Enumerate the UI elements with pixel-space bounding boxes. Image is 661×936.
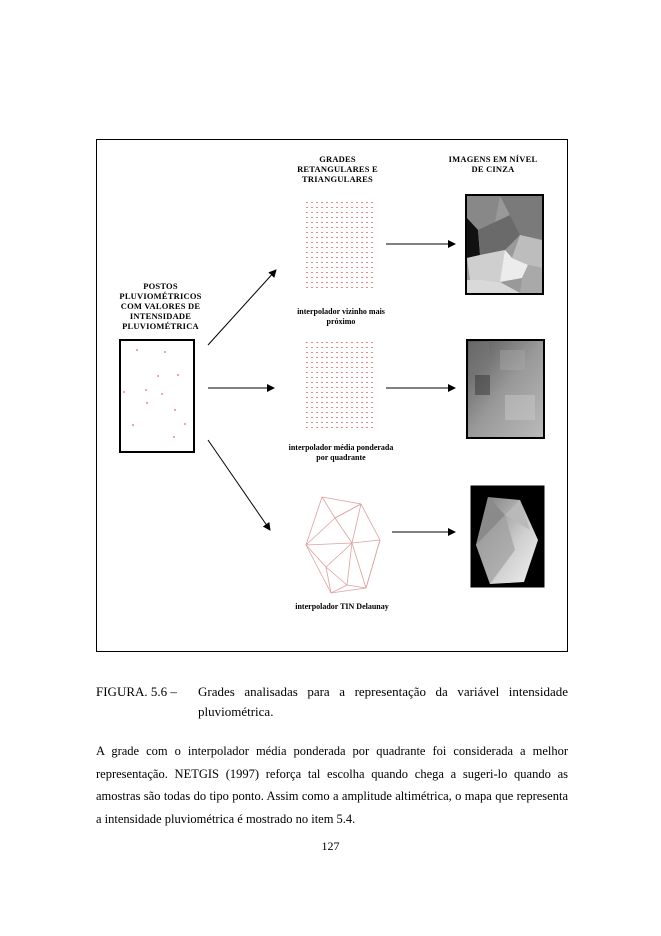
postos-sample-box — [120, 340, 194, 452]
tin-delaunay — [306, 497, 380, 593]
gray-image-media — [467, 340, 544, 438]
label-interpolador-media: interpolador média ponderada por quadrante — [288, 443, 394, 462]
gray-image-vizinho — [466, 195, 543, 294]
label-interpolador-vizinho: interpolador vizinho mais próximo — [297, 307, 385, 326]
label-grades: GRADES RETANGULARES E TRIANGULARES — [297, 154, 378, 184]
label-interpolador-tin: interpolador TIN Delaunay — [295, 602, 389, 611]
page-number: 127 — [321, 839, 340, 853]
arrow-to-tin — [208, 440, 270, 530]
gray-image-tin — [471, 486, 544, 587]
body-paragraph: A grade com o interpolador média ponderada por quadrante foi considerada a melhor representação. NETGIS (1997) reforça tal escolha quando chega a sugeri-lo quando as amostras são todas do tipo ponto. Assim como a amplitude altimétrica, o mapa que representa a intensidade pluviométrica é mostrado no item 5.4. — [96, 744, 568, 826]
figure-caption-number: FIGURA. 5.6 – — [96, 684, 177, 699]
arrow-to-grid-vizinho — [208, 270, 276, 345]
figure-caption-text: Grades analisadas para a representação da variável intensidade pluviométrica. — [198, 684, 568, 719]
grid-media — [303, 342, 373, 430]
label-imagens: IMAGENS EM NÍVEL DE CINZA — [448, 154, 538, 174]
grid-vizinho — [303, 200, 373, 288]
label-postos: POSTOS PLUVIOMÉTRICOS COM VALORES DE INTENSIDADE PLUVIOMÉTRICA — [119, 281, 202, 331]
